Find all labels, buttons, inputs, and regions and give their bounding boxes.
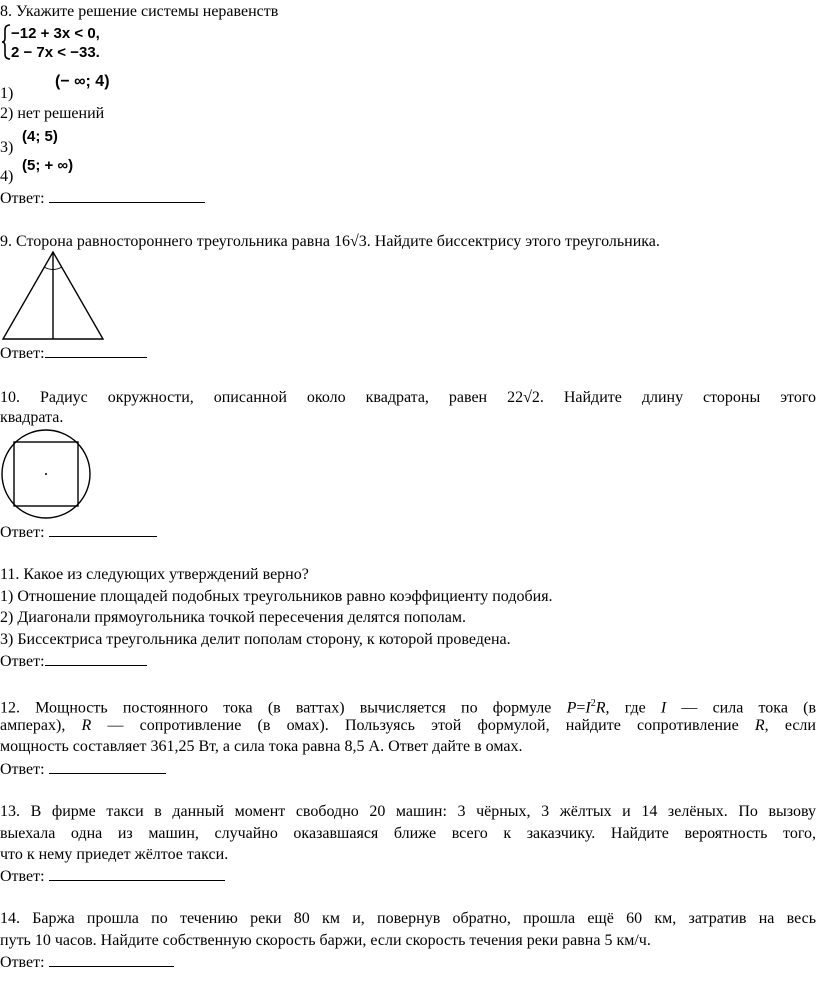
q8-option-2-value: нет решений [17, 105, 105, 122]
q11-answer-label: Ответ: [0, 653, 45, 670]
q14-answer [0, 952, 174, 973]
q10-answer-blank[interactable] [49, 522, 157, 537]
formula-R: R [595, 699, 606, 717]
q10-prompt-line1: 10. Радиус окружности, описанной около квадрата, равен 22√2. Найдите длину стороны этого [0, 389, 816, 406]
formula-P: P [566, 699, 577, 717]
q8-option-2 [0, 104, 104, 124]
q11-answer [0, 651, 147, 672]
q10-answer [0, 522, 157, 543]
q8-option-1-num: 1) [0, 85, 14, 102]
var-I: I [660, 699, 667, 717]
triangle-figure [0, 250, 106, 342]
q13-prompt-line3: что к нему приедет жёлтое такси. [0, 846, 229, 863]
q12-text: , где [605, 699, 661, 717]
q12-text: амперах), [0, 717, 82, 734]
q11-answer-blank[interactable] [45, 651, 147, 666]
q9-answer-blank[interactable] [45, 343, 147, 358]
q13-answer [0, 866, 225, 887]
system-inequality-2: 2 − 7x < −33. [11, 44, 100, 61]
q14-answer-label: Ответ: [0, 954, 45, 971]
system-inequality-1: −12 + 3x < 0, [11, 25, 100, 42]
q13-answer-blank[interactable] [49, 866, 225, 881]
formula-exponent: 2 [590, 698, 596, 709]
q8-answer [0, 188, 205, 209]
q12-answer-blank[interactable] [49, 759, 166, 774]
q12-text: 12. Мощность постоянного тока (в ваттах) вычисляется по формуле [0, 699, 567, 717]
var-R: R [754, 717, 765, 734]
q10-answer-label: Ответ: [0, 524, 45, 541]
q8-option-4-num: 4) [0, 168, 14, 185]
system-brace [1, 24, 11, 60]
q12-answer-label: Ответ: [0, 761, 45, 778]
formula-eq: = [576, 699, 586, 717]
q8-option-4-value: (5; + ∞) [22, 157, 74, 174]
q12-answer [0, 759, 166, 780]
q14-answer-blank[interactable] [49, 952, 174, 967]
q11-prompt: 11. Какое из следующих утверждений верно? [0, 566, 309, 583]
q12-text: — сила тока (в [666, 699, 816, 717]
q12-prompt-line1 [0, 694, 816, 718]
q14-prompt-line1: 14. Баржа прошла по течению реки 80 км и, повернув обратно, прошла ещё 60 км, затратив на весь [0, 910, 816, 927]
q8-answer-blank[interactable] [49, 188, 205, 203]
q9-answer-label: Ответ: [0, 345, 45, 362]
q11-statement-2: 2) Диагонали прямоугольника точкой пересечения делятся пополам. [0, 609, 466, 626]
q11-statement-1: 1) Отношение площадей подобных треугольников равно коэффициенту подобия. [0, 588, 553, 605]
q12-prompt-line2 [0, 716, 816, 736]
q9-answer [0, 343, 147, 364]
q13-answer-label: Ответ: [0, 868, 45, 885]
circle-square-figure [0, 428, 94, 522]
var-R: R [81, 717, 92, 734]
q8-answer-label: Ответ: [0, 190, 45, 207]
q8-option-1-value: (− ∞; 4) [55, 73, 110, 90]
q14-prompt-line2: путь 10 часов. Найдите собственную скорость баржи, если скорость течения реки равна 5 км/ч. [0, 932, 651, 949]
q8-option-3-num: 3) [0, 139, 14, 156]
q12-text: — сопротивление (в омах). Пользуясь этой формулой, найдите сопротивление [91, 717, 755, 734]
formula-I: I [585, 699, 591, 717]
q12-prompt-line3: мощность составляет 361,25 Вт, а сила тока равна 8,5 А. Ответ дайте в омах. [0, 738, 523, 755]
q10-prompt-line2: квадрата. [0, 409, 64, 426]
q8-option-2-num: 2) [0, 105, 14, 122]
q13-prompt-line2: выехала одна из машин, случайно оказавшаяся ближе всего к заказчику. Найдите вероятность того, [0, 825, 816, 842]
q8-option-3-value: (4; 5) [22, 128, 58, 145]
q13-prompt-line1: 13. В фирме такси в данный момент свободно 20 машин: 3 чёрных, 3 жёлтых и 14 зелёных. По вызову [0, 803, 816, 820]
q12-text: , если [764, 717, 816, 734]
q9-prompt: 9. Сторона равностороннего треугольника равна 16√3. Найдите биссектрису этого треугольника. [0, 233, 660, 250]
q8-prompt: 8. Укажите решение системы неравенств [0, 3, 279, 20]
q11-statement-3: 3) Биссектриса треугольника делит пополам сторону, к которой проведена. [0, 631, 511, 648]
